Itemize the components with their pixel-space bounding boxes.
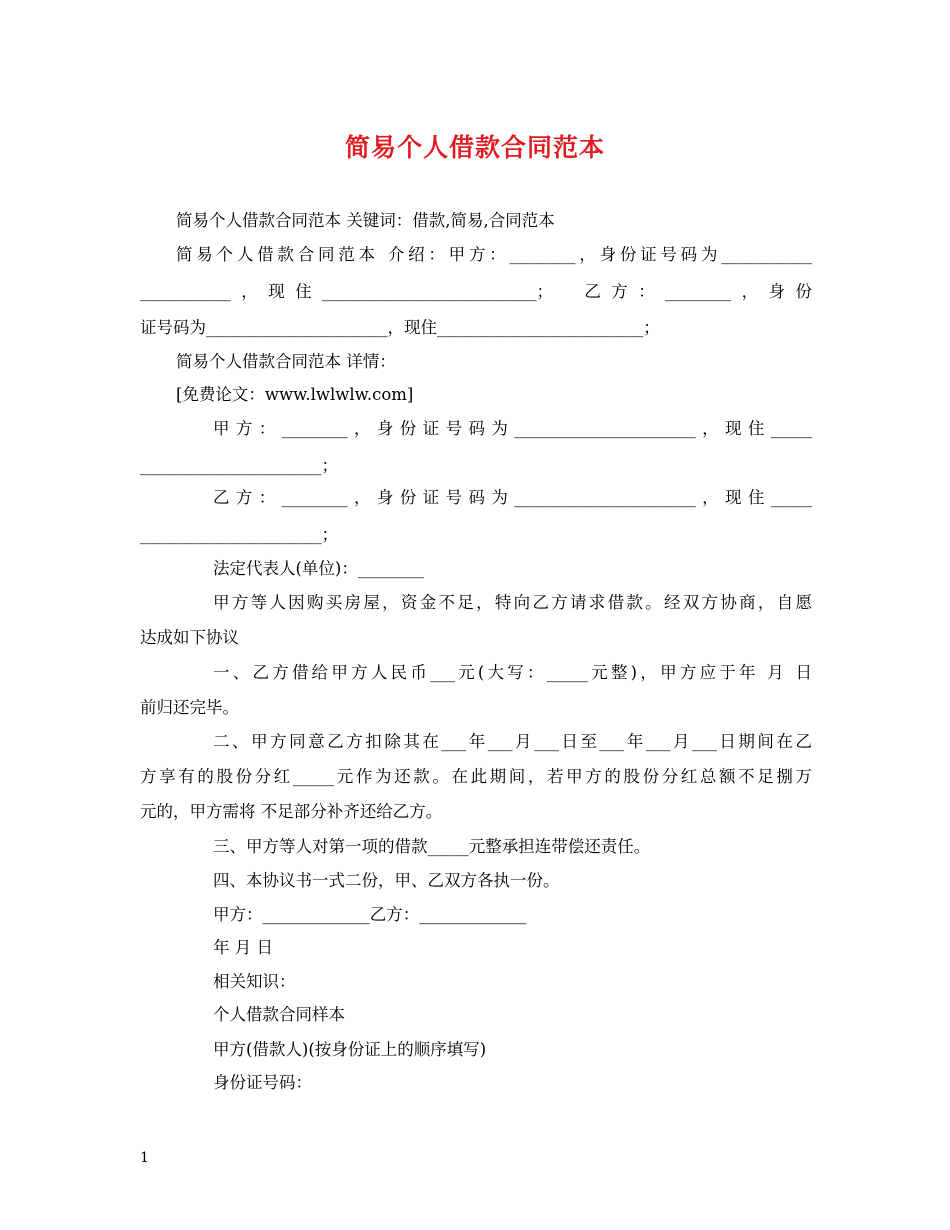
text-line: 身份证号码： — [213, 1073, 312, 1092]
text-line: 二、甲方同意乙方扣除其在___年___月___日至___年___月___日期间在乙 — [213, 732, 812, 751]
text-line: 乙方：________，身份证号码为______________________，现住_____ — [213, 488, 812, 507]
text-line: 证号码为______________________，现住_________________________； — [140, 318, 660, 337]
text-line: 达成如下协议 — [140, 628, 239, 647]
text-line: 甲方等人因购买房屋，资金不足，特向乙方请求借款。经双方协商，自愿 — [213, 593, 812, 612]
text-line: 甲方(借款人)(按身份证上的顺序填写) — [213, 1040, 487, 1059]
text-line: [免费论文：www.lwlwlw.com] — [176, 385, 414, 404]
page-number: 1 — [140, 1150, 149, 1166]
text-line: 方享有的股份分红_____元作为还款。在此期间，若甲方的股份分红总额不足捌万 — [140, 767, 812, 786]
text-line: 简易个人借款合同范本 详情： — [176, 352, 396, 371]
text-line: 甲方：________，身份证号码为______________________，现住_____ — [213, 419, 812, 438]
text-line: 简易个人借款合同范本 介绍：甲方：________，身份证号码为___________ — [176, 245, 812, 264]
text-line: 前归还完毕。 — [140, 698, 239, 717]
text-line: 三、甲方等人对第一项的借款_____元整承担连带偿还责任。 — [213, 837, 651, 856]
text-line: ______________________； — [140, 525, 338, 544]
text-line: 个人借款合同样本 — [213, 1005, 345, 1024]
text-line: 简易个人借款合同范本 关键词：借款,简易,合同范本 — [176, 211, 555, 230]
text-line: ______________________； — [140, 456, 338, 475]
text-line: 四、本协议书一式二份，甲、乙双方各执一份。 — [213, 871, 560, 890]
document-title: 简易个人借款合同范本 — [344, 133, 605, 162]
text-line: ___________，现住__________________________； 乙方：________，身份 — [140, 282, 812, 301]
text-line: 一、乙方借给甲方人民币___元(大写：_____元整)，甲方应于年 月 日 — [213, 663, 812, 682]
text-line: 元的，甲方需将 不足部分补齐还给乙方。 — [140, 802, 443, 821]
text-line: 相关知识： — [213, 972, 296, 991]
text-line: 法定代表人(单位)：________ — [213, 559, 424, 578]
text-line: 甲方：_____________乙方：_____________ — [213, 905, 527, 924]
text-line: 年 月 日 — [213, 938, 273, 957]
